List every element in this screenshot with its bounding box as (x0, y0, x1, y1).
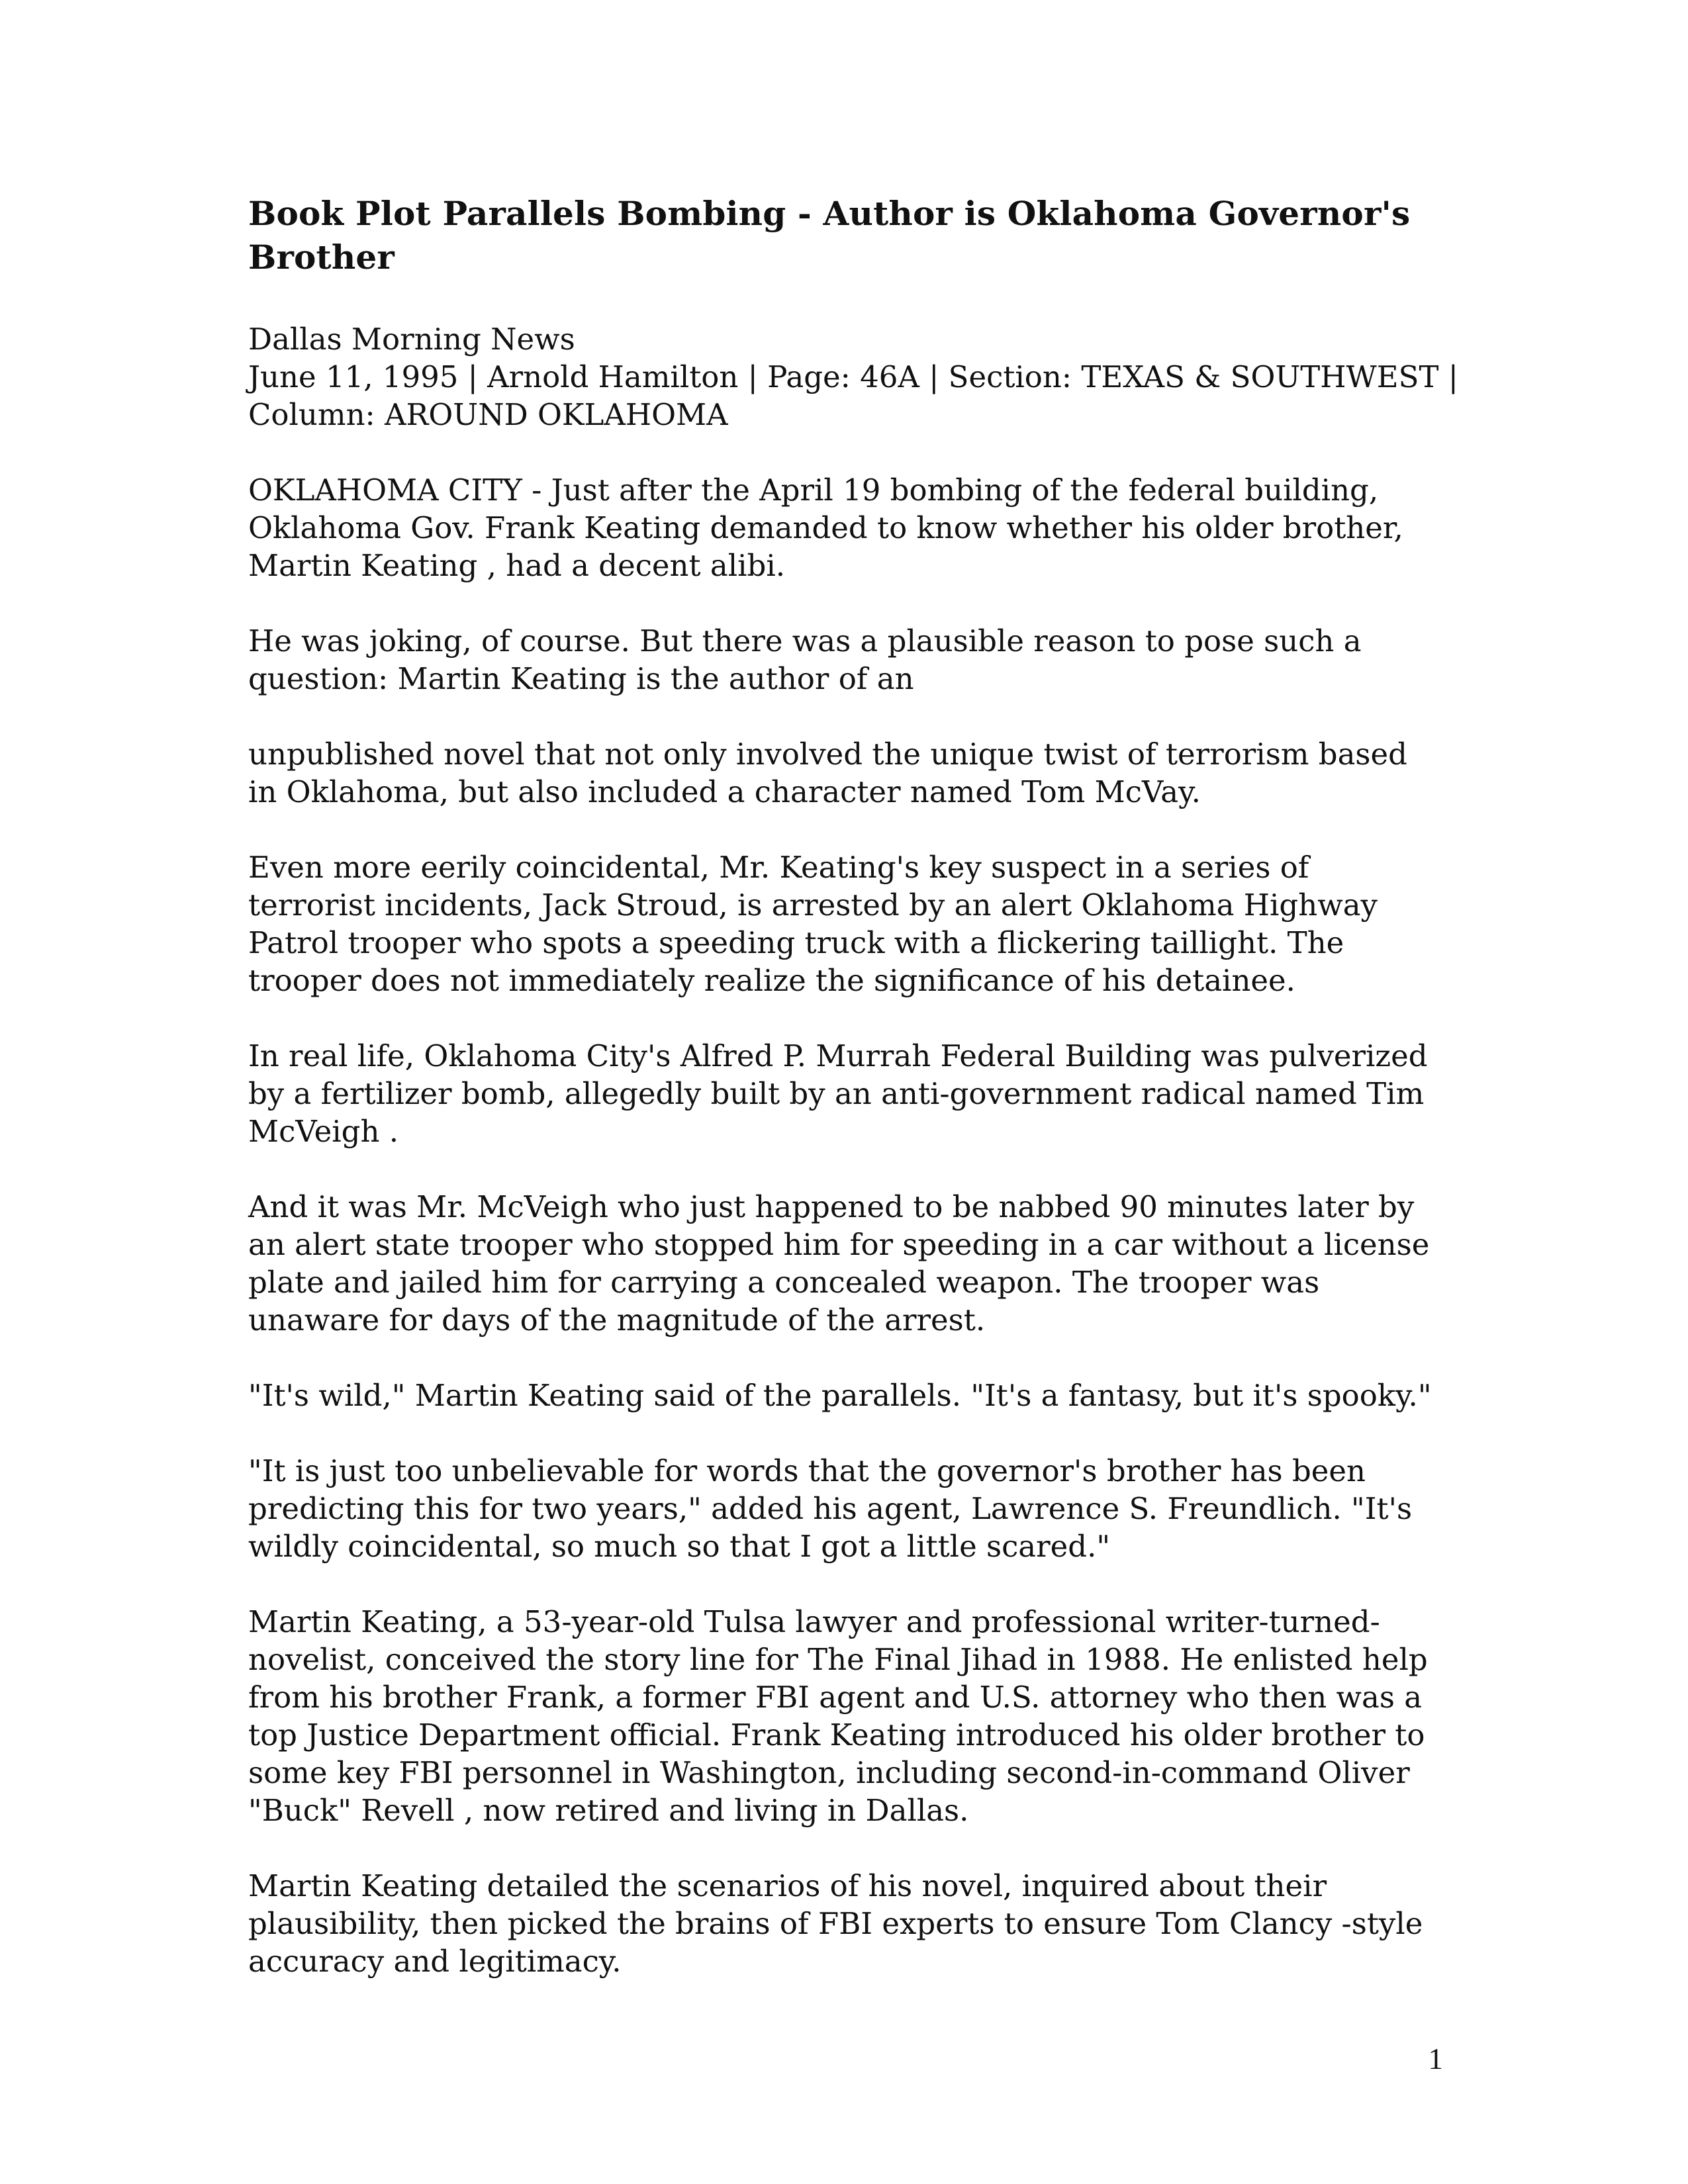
paragraph: "It is just too unbelievable for words that the governor's brother has been predicting this for two years," added his agent, Lawrence S. Freundlich. "It's wildly coincidental, so much so that I got a little scared." (248, 1453, 1413, 1564)
paragraph: And it was Mr. McVeigh who just happened to be nabbed 90 minutes later by an alert state trooper who stopped him for speeding in a car without a license plate and jailed him for carrying a concealed weapon. The trooper was unaware for days of the magnitude of the arrest. (248, 1189, 1430, 1338)
paragraph: Even more eerily coincidental, Mr. Keating's key suspect in a series of terrorist incidents, Jack Stroud, is arrested by an alert Oklahoma Highway Patrol trooper who spots a speeding truck with a flickering taillight. The trooper does not immediately realize the significance of his detainee. (248, 850, 1378, 998)
page-number: 1 (1428, 2042, 1443, 2075)
paragraph: unpublished novel that not only involved the unique twist of terrorism based in Oklahoma, but also included a character named Tom McVay. (248, 737, 1407, 809)
paragraph: "It's wild," Martin Keating said of the parallels. "It's a fantasy, but it's spooky." (248, 1378, 1432, 1413)
source-name: Dallas Morning News (248, 322, 575, 357)
article-title: Book Plot Parallels Bombing - Author is Oklahoma Governor's Brother (248, 194, 1411, 277)
paragraph: In real life, Oklahoma City's Alfred P. Murrah Federal Building was pulverized by a fertilizer bomb, allegedly built by an anti-government radical named Tim McVeigh . (248, 1038, 1428, 1149)
paragraph: OKLAHOMA CITY - Just after the April 19 bombing of the federal building, Oklahoma Gov. Frank Keating demanded to know whether his older brother, Martin Keating , had a decent alibi. (248, 473, 1403, 583)
paragraph: Martin Keating, a 53-year-old Tulsa lawyer and professional writer-turned-novelist, conceived the story line for The Final Jihad in 1988. He enlisted help from his brother Frank, a former FBI agent and U.S. attorney who then was a top Justice Department official. Frank Keating introduced his older brother to some key FBI personnel in Washington, including second-in-command Oliver "Buck" Revell , now retired and living in Dallas. (248, 1604, 1428, 1828)
byline-line-1: June 11, 1995 | Arnold Hamilton | Page: 46A | Section: TEXAS & SOUTHWEST | (248, 359, 1458, 394)
paragraph: Martin Keating detailed the scenarios of his novel, inquired about their plausibility, then picked the brains of FBI experts to ensure Tom Clancy -style accuracy and legitimacy. (248, 1868, 1423, 1979)
article-body (248, 192, 1458, 2018)
paragraph: He was joking, of course. But there was a plausible reason to pose such a question: Martin Keating is the author of an (248, 623, 1362, 696)
byline-line-2: Column: AROUND OKLAHOMA (248, 397, 728, 432)
article-meta (248, 320, 1458, 433)
